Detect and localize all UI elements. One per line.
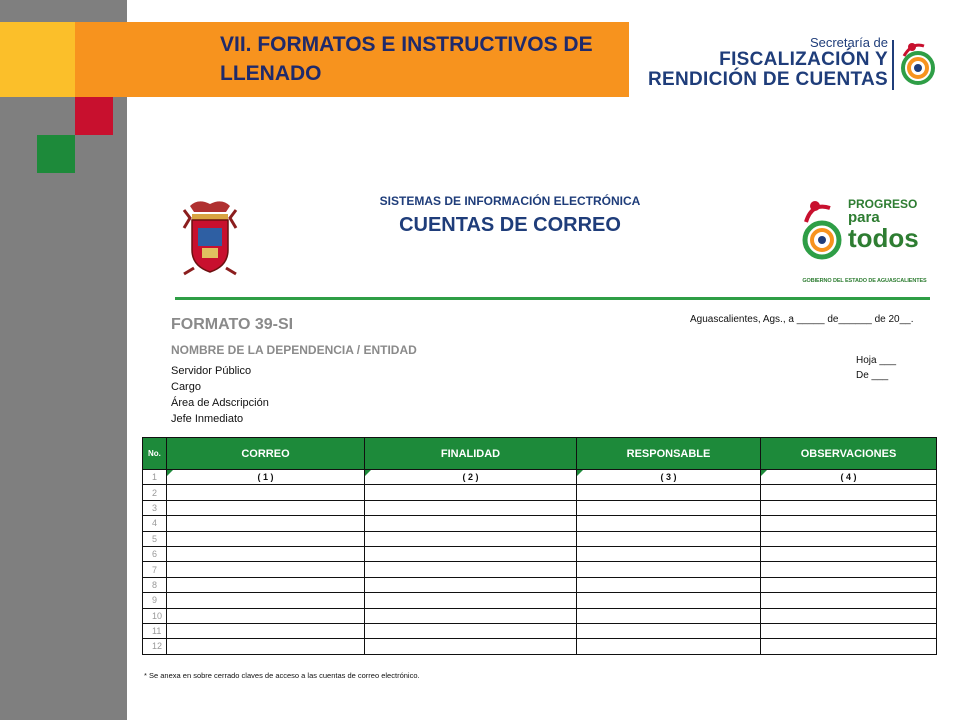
green-square (37, 135, 75, 173)
row-number: 3 (143, 500, 167, 515)
table-cell (761, 516, 937, 531)
de-label: De ___ (856, 370, 889, 381)
table-cell (761, 608, 937, 623)
green-divider (175, 297, 930, 300)
table-cell (167, 593, 365, 608)
table-cell (365, 639, 577, 654)
slide-title: VII. FORMATOS E INSTRUCTIVOS DE LLENADO (220, 33, 593, 85)
table-cell (167, 485, 365, 500)
header-observaciones: OBSERVACIONES (761, 438, 937, 470)
row-number: 8 (143, 577, 167, 592)
table-cell (577, 623, 761, 638)
table-row (143, 500, 937, 515)
table-cell (577, 485, 761, 500)
table-cell (365, 593, 577, 608)
table-cell (167, 546, 365, 561)
row-number: 1 (143, 470, 167, 485)
cell-responsable-ref (577, 470, 761, 485)
field-jefe: Jefe Inmediato (171, 413, 244, 425)
cell-marker (761, 470, 767, 476)
table-cell (761, 485, 937, 500)
row-number: 10 (143, 608, 167, 623)
table-row (143, 531, 937, 546)
cell-marker (167, 470, 173, 476)
cell-correo-ref (167, 470, 365, 485)
gobierno-label: GOBIERNO DEL ESTADO DE AGUASCALIENTES (802, 278, 927, 284)
table-cell (577, 546, 761, 561)
table-cell (365, 531, 577, 546)
row-number: 6 (143, 546, 167, 561)
table-cell (365, 608, 577, 623)
table-header-row (143, 438, 937, 470)
cell-finalidad-ref (365, 470, 577, 485)
row-number: 4 (143, 516, 167, 531)
table-cell (761, 562, 937, 577)
table-row (143, 593, 937, 608)
yellow-square (0, 22, 75, 97)
table-cell (365, 500, 577, 515)
dependencia-label: NOMBRE DE LA DEPENDENCIA / ENTIDAD (171, 343, 417, 357)
red-square (75, 97, 113, 135)
table-row (143, 470, 937, 485)
table-cell (577, 516, 761, 531)
field-area: Área de Adscripción (171, 397, 269, 409)
progreso-line3: todos (848, 223, 919, 253)
table-cell (577, 608, 761, 623)
table-cell (167, 516, 365, 531)
table-cell (761, 546, 937, 561)
table-cell (365, 577, 577, 592)
table-cell (761, 639, 937, 654)
table-cell (365, 485, 577, 500)
table-cell (577, 562, 761, 577)
table-row (143, 562, 937, 577)
table-row (143, 577, 937, 592)
field-cargo: Cargo (171, 381, 201, 393)
table-cell (365, 562, 577, 577)
progreso-line1: PROGRESO (848, 197, 918, 211)
table-cell (577, 500, 761, 515)
table-cell (167, 639, 365, 654)
table-cell (761, 593, 937, 608)
sfrc-logo (648, 36, 938, 94)
progreso-line2: para (848, 209, 880, 226)
table-cell (761, 623, 937, 638)
ref-1: ( 1 ) (257, 472, 274, 483)
header-responsable: RESPONSABLE (577, 438, 761, 470)
sfrc-line2: FISCALIZACIÓN Y (719, 49, 888, 70)
email-accounts-table (142, 437, 937, 655)
progreso-para-todos-logo (802, 194, 927, 289)
table-cell (167, 577, 365, 592)
sfrc-separator (892, 40, 894, 90)
field-servidor: Servidor Público (171, 365, 252, 377)
table-row (143, 546, 937, 561)
cell-observaciones-ref (761, 470, 937, 485)
table-cell (167, 500, 365, 515)
table-row (143, 516, 937, 531)
sfrc-emblem-icon (898, 38, 938, 90)
ref-4: ( 4 ) (840, 472, 857, 483)
ref-2: ( 2 ) (462, 472, 479, 483)
hoja-label: Hoja ___ (856, 355, 897, 366)
table-row (143, 623, 937, 638)
coat-of-arms-icon (180, 198, 240, 278)
system-heading: SISTEMAS DE INFORMACIÓN ELECTRÓNICA (379, 194, 641, 208)
table-cell (761, 500, 937, 515)
header-finalidad: FINALIDAD (365, 438, 577, 470)
header-correo: CORREO (167, 438, 365, 470)
row-number: 7 (143, 562, 167, 577)
header-no: No. (143, 438, 167, 470)
cell-marker (577, 470, 583, 476)
document-title: CUENTAS DE CORREO (399, 214, 621, 236)
table-cell (365, 516, 577, 531)
table-cell (577, 577, 761, 592)
table-cell (577, 593, 761, 608)
format-document (130, 180, 950, 700)
table-cell (167, 562, 365, 577)
table-row (143, 485, 937, 500)
table-cell (577, 639, 761, 654)
table-cell (365, 623, 577, 638)
table-cell (167, 531, 365, 546)
table-cell (365, 546, 577, 561)
table-row (143, 608, 937, 623)
table-cell (577, 531, 761, 546)
row-number: 9 (143, 593, 167, 608)
footnote: * Se anexa en sobre cerrado claves de acceso a las cuentas de correo electrónico. (144, 671, 420, 680)
sfrc-line3: RENDICIÓN DE CUENTAS (648, 69, 888, 90)
row-number: 2 (143, 485, 167, 500)
row-number: 5 (143, 531, 167, 546)
progreso-emblem-icon (802, 196, 842, 270)
table-row (143, 639, 937, 654)
row-number: 11 (143, 623, 167, 638)
date-line: Aguascalientes, Ags., a _____ de______ de 20__. (690, 314, 914, 325)
table-cell (167, 608, 365, 623)
ref-3: ( 3 ) (660, 472, 677, 483)
cell-marker (365, 470, 371, 476)
table-cell (761, 531, 937, 546)
table-cell (167, 623, 365, 638)
formato-label: FORMATO 39-SI (171, 316, 294, 333)
row-number: 12 (143, 639, 167, 654)
table-cell (761, 577, 937, 592)
sfrc-line1: Secretaría de (809, 35, 888, 50)
